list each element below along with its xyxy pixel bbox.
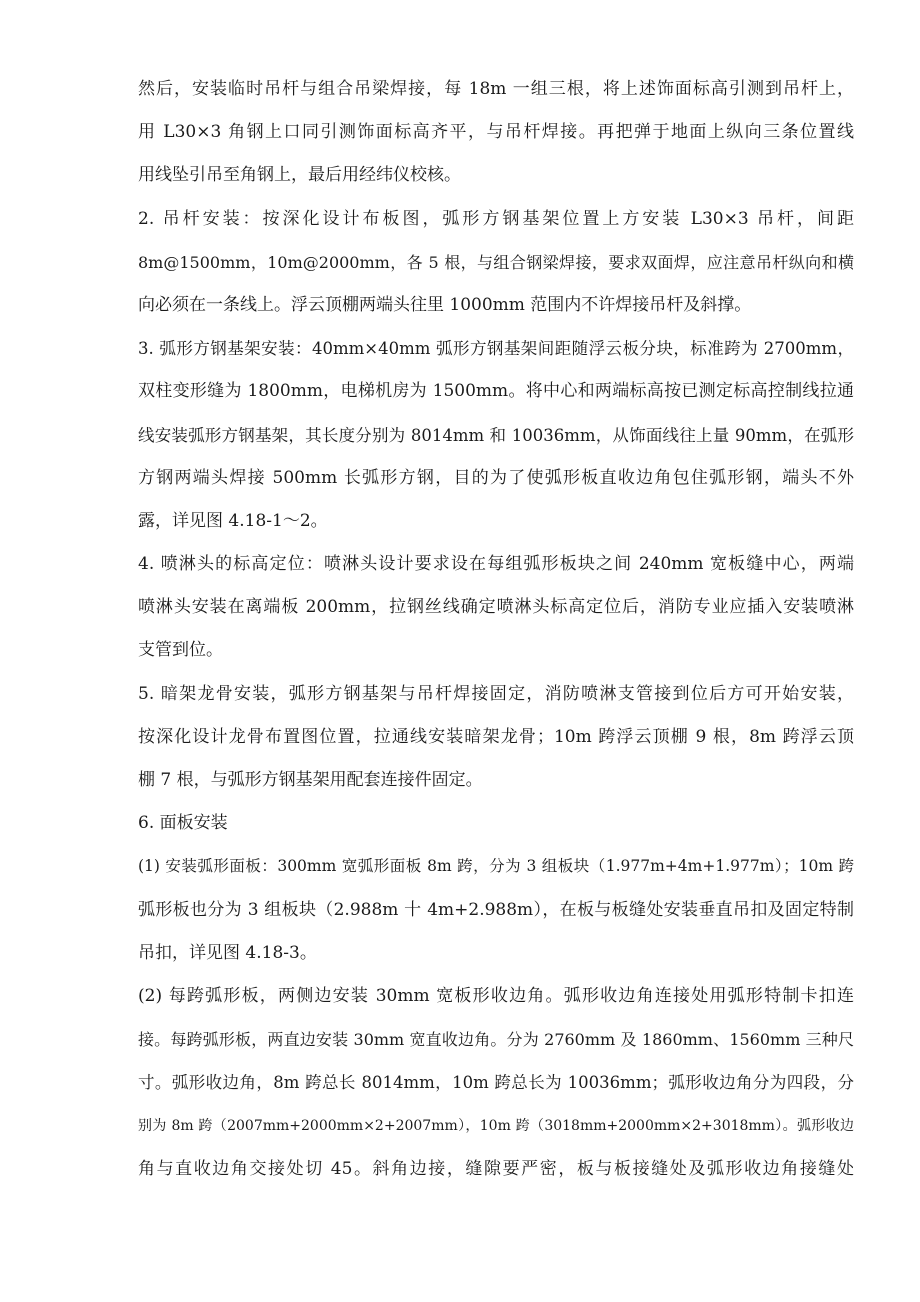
paragraph-item-5 (138, 673, 854, 803)
text-line: 喷淋头安装在离端板 200mm，拉钢丝线确定喷淋头标高定位后，消防专业应插入安装喷淋 (138, 597, 854, 618)
text-line: 4. 喷淋头的标高定位：喷淋头设计要求设在每组弧形板块之间 240mm 宽板缝中心，两端 (138, 554, 854, 575)
text-line: 5. 暗架龙骨安装，弧形方钢基架与吊杆焊接固定，消防喷淋支管接到位后方可开始安装， (138, 683, 854, 704)
text-line: 双柱变形缝为 1800mm，电梯机房为 1500mm。将中心和两端标高按已测定标高控制线拉通 (138, 381, 854, 402)
text-line: 弧形板也分为 3 组板块（2.988m 十 4m+2.988m），在板与板缝处安装垂直吊扣及固定特制 (138, 899, 854, 920)
text-line: 然后，安装临时吊杆与组合吊梁焊接，每 18m 一组三根，将上述饰面标高引测到吊杆上， (138, 79, 854, 99)
text-line: 用线坠引吊至角钢上，最后用经纬仪校核。 (138, 165, 461, 186)
text-line: 线安装弧形方钢基架，其长度分别为 8014mm 和 10036mm，从饰面线往上量 90mm，在弧形 (138, 425, 854, 445)
text-line: 别为 8m 跨（2007mm+2000mm×2+2007mm），10m 跨（3018mm+2000mm×2+3018mm）。弧形收边 (138, 1117, 854, 1134)
text-line: (1) 安装弧形面板：300mm 宽弧形面板 8m 跨，分为 3 组板块（1.977m+4m+1.977m）；10m 跨 (138, 857, 854, 876)
paragraph-intro (138, 68, 854, 198)
text-line: (2) 每跨弧形板，两侧边安装 30mm 宽板形收边角。弧形收边角连接处用弧形特制卡扣连 (138, 985, 854, 1006)
text-line: 向必须在一条线上。浮云顶棚两端头往里 1000mm 范围内不许焊接吊杆及斜撑。 (138, 294, 752, 315)
text-line: 接。每跨弧形板，两直边安装 30mm 宽直收边角。分为 2760mm 及 1860mm、1560mm 三种尺 (138, 1030, 854, 1050)
paragraph-item-4 (138, 543, 854, 673)
text-line: 寸。弧形收边角，8m 跨总长 8014mm，10m 跨总长为 10036mm；弧形收边角分为四段，分 (138, 1073, 854, 1093)
text-line: 支管到位。 (138, 640, 223, 661)
text-line: 露，详见图 4.18-1～2。 (138, 510, 328, 531)
text-line: 8m@1500mm，10m@2000mm，各 5 根，与组合钢梁焊接，要求双面焊，应注意吊杆纵向和横 (138, 252, 854, 272)
section-heading: 6. 面板安装 (138, 813, 228, 834)
text-line: 棚 7 根，与弧形方钢基架用配套连接件固定。 (138, 770, 483, 790)
text-line: 吊扣，详见图 4.18-3。 (138, 942, 317, 963)
paragraph-item-6-1 (138, 845, 854, 975)
paragraph-item-2 (138, 198, 854, 328)
document-body (138, 68, 854, 1191)
paragraph-item-6-heading (138, 802, 854, 845)
text-line: 用 L30×3 角钢上口同引测饰面标高齐平，与吊杆焊接。再把弹于地面上纵向三条位置线 (138, 122, 854, 143)
text-line: 按深化设计龙骨布置图位置，拉通线安装暗架龙骨；10m 跨浮云顶棚 9 根，8m 跨浮云顶 (138, 726, 854, 747)
paragraph-item-3 (138, 327, 854, 543)
text-line: 3. 弧形方钢基架安装：40mm×40mm 弧形方钢基架间距随浮云板分块，标准跨为 2700mm， (138, 339, 854, 359)
text-line: 角与直收边角交接处切 45。斜角边接，缝隙要严密，板与板接缝处及弧形收边角接缝处 (138, 1158, 854, 1179)
paragraph-item-6-2 (138, 975, 854, 1191)
text-line: 方钢两端头焊接 500mm 长弧形方钢，目的为了使弧形板直收边角包住弧形钢，端头不外 (138, 467, 854, 488)
text-line: 2. 吊杆安装：按深化设计布板图，弧形方钢基架位置上方安装 L30×3 吊杆，间距 (138, 208, 854, 229)
